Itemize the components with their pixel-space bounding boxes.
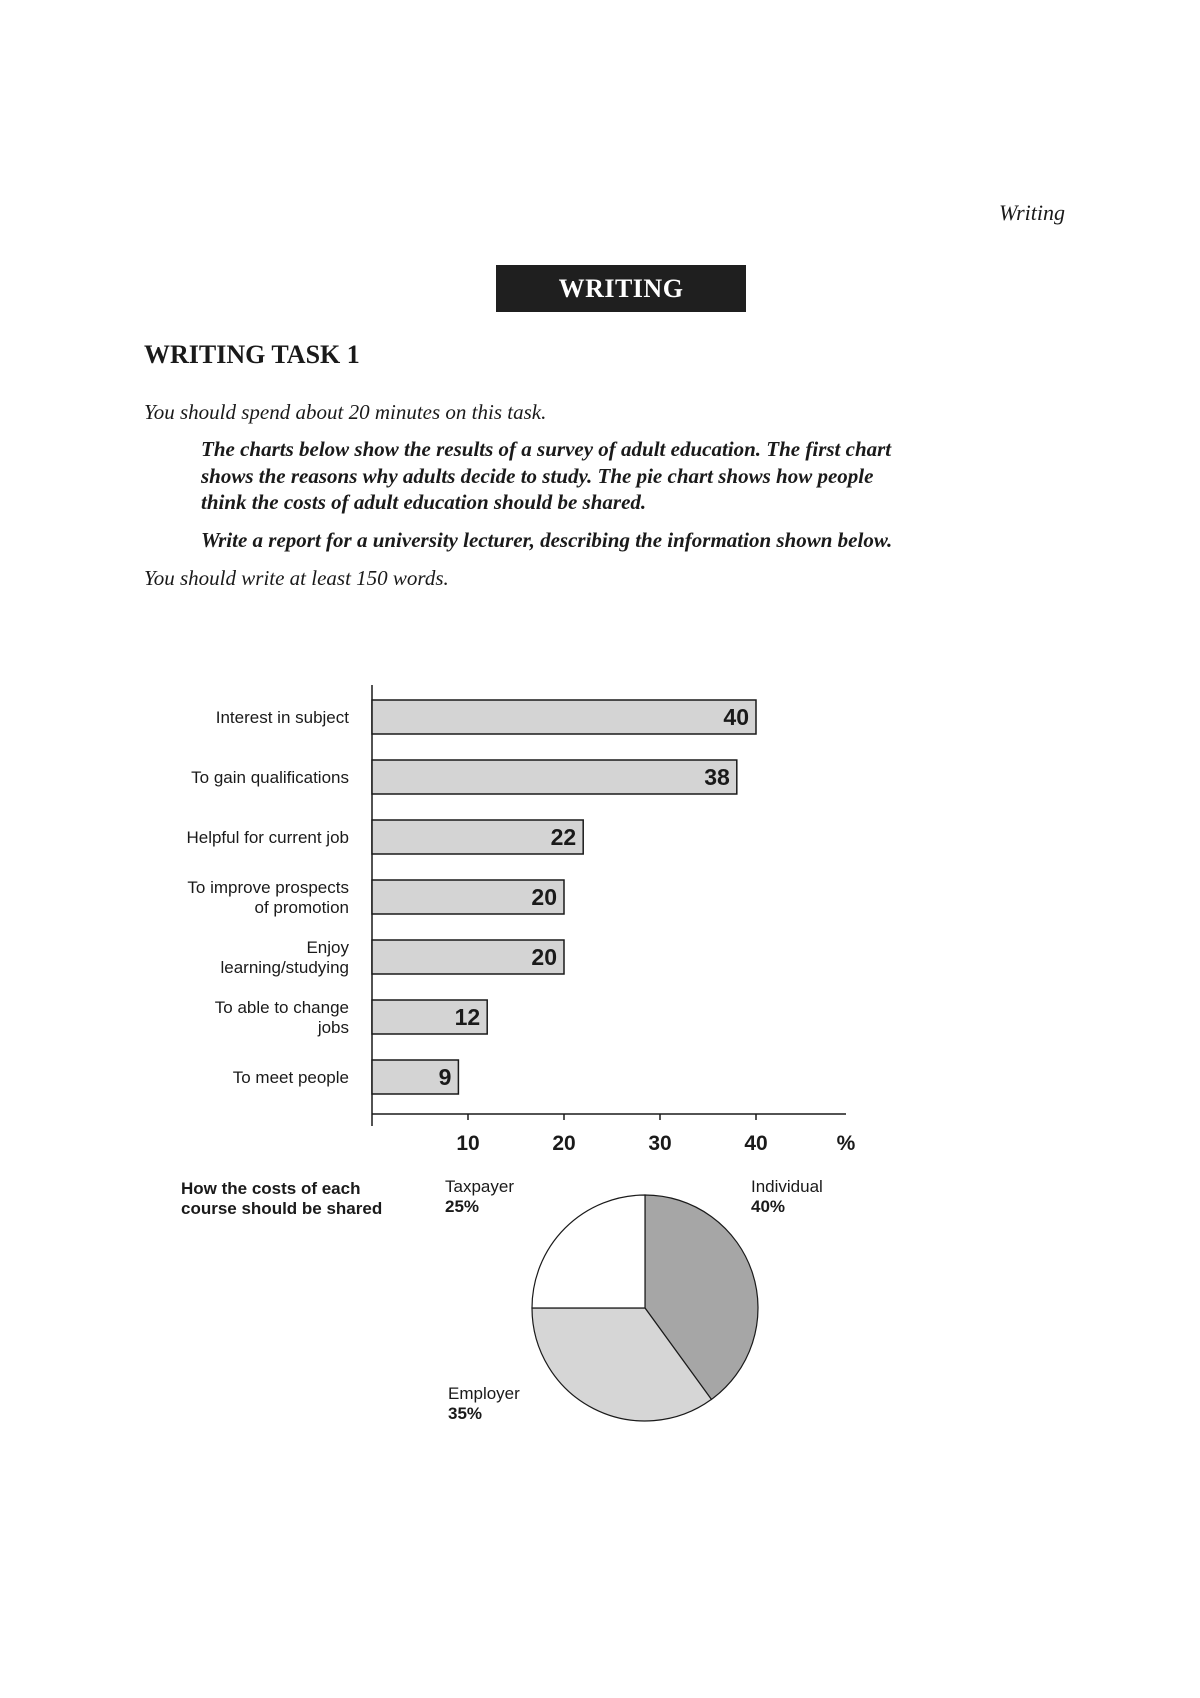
x-tick-label: 10	[456, 1132, 480, 1155]
bar-value-label: 9	[438, 1064, 452, 1090]
bar	[372, 760, 737, 794]
category-label: To able to change	[214, 998, 349, 1017]
pie-slice-name-label: Employer	[448, 1384, 520, 1403]
prompt-line: shows the reasons why adults decide to study. The pie chart shows how people	[201, 463, 874, 488]
bar-value-label: 12	[454, 1004, 481, 1030]
category-label: Interest in subject	[215, 708, 349, 727]
category-label: To gain qualifications	[191, 768, 349, 787]
category-label: learning/studying	[220, 958, 349, 977]
bar-value-label: 40	[723, 704, 749, 730]
prompt-line: think the costs of adult education should be shared.	[201, 490, 647, 514]
x-axis-unit-label: %	[836, 1132, 856, 1155]
prompt-line: The charts below show the results of a survey of adult education. The first chart	[201, 437, 892, 461]
pie-slice-name-label: Individual	[751, 1177, 823, 1196]
pie-slice-percent-label: 25%	[445, 1197, 480, 1216]
category-label: To meet people	[232, 1068, 349, 1087]
pie-slice-percent-label: 35%	[448, 1404, 483, 1423]
running-head: Writing	[998, 200, 1065, 225]
time-instruction: You should spend about 20 minutes on this task.	[144, 400, 547, 424]
pie-title: course should be shared	[181, 1199, 383, 1218]
report-instruction: Write a report for a university lecturer, describing the information shown below.	[201, 528, 893, 552]
category-label: of promotion	[254, 898, 349, 917]
section-banner: WRITING	[496, 265, 746, 312]
pie-slice-percent-label: 40%	[751, 1197, 786, 1216]
x-tick-label: 40	[744, 1132, 768, 1155]
category-label: Helpful for current job	[186, 828, 349, 847]
pie-slice-name-label: Taxpayer	[445, 1177, 514, 1196]
pie-title: How the costs of each	[181, 1179, 361, 1198]
category-label: jobs	[317, 1018, 349, 1037]
bar-value-label: 20	[531, 944, 557, 970]
bar	[372, 700, 756, 734]
bar-value-label: 22	[550, 824, 577, 850]
bar-value-label: 20	[531, 884, 557, 910]
category-label: To improve prospects	[187, 878, 349, 897]
pie-slice	[532, 1195, 645, 1308]
bar-chart	[186, 685, 855, 1155]
x-tick-label: 30	[648, 1132, 672, 1155]
x-tick-label: 20	[552, 1132, 576, 1155]
word-instruction: You should write at least 150 words.	[144, 566, 449, 590]
pie-chart	[181, 1177, 823, 1423]
category-label: Enjoy	[306, 938, 349, 957]
task-heading: WRITING TASK 1	[144, 340, 360, 369]
bar-value-label: 38	[704, 764, 730, 790]
